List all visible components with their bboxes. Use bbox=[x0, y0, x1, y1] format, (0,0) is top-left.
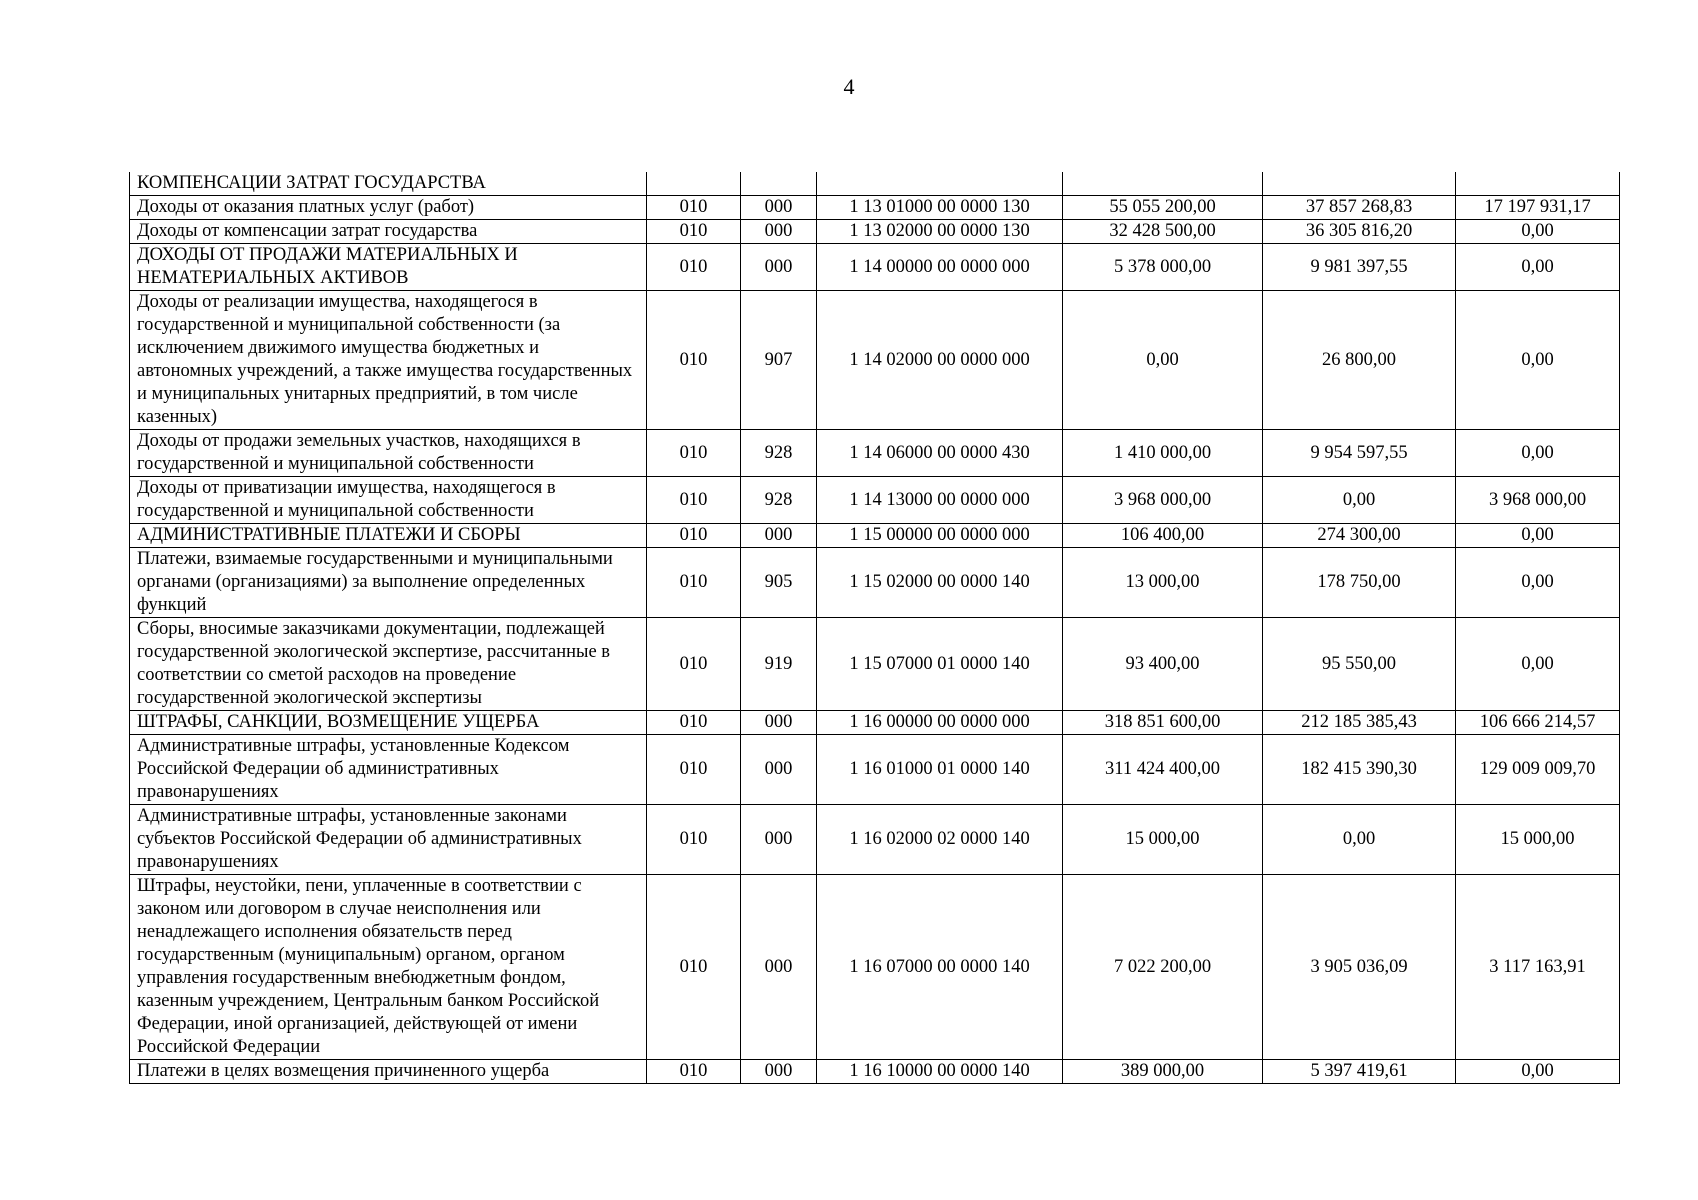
row-name-cell bbox=[130, 735, 647, 805]
executed-amount-cell: 0,00 bbox=[1263, 805, 1456, 875]
remaining-amount-cell bbox=[1456, 172, 1620, 196]
budget-classification-code-cell: 1 15 02000 00 0000 140 bbox=[817, 548, 1063, 618]
table-row bbox=[130, 548, 1620, 618]
planned-amount-cell: 0,00 bbox=[1063, 291, 1263, 430]
budget-classification-code-cell: 1 15 07000 01 0000 140 bbox=[817, 618, 1063, 711]
executed-amount-cell: 9 954 597,55 bbox=[1263, 430, 1456, 477]
remaining-amount-cell: 0,00 bbox=[1456, 618, 1620, 711]
table-row bbox=[130, 196, 1620, 220]
section-code-cell: 010 bbox=[647, 805, 741, 875]
row-name-text: Доходы от приватизации имущества, находящегося в государственной и муниципальной собственности bbox=[137, 478, 556, 521]
remaining-amount-cell: 0,00 bbox=[1456, 220, 1620, 244]
budget-classification-code-cell: 1 16 02000 02 0000 140 bbox=[817, 805, 1063, 875]
table-row bbox=[130, 172, 1620, 196]
remaining-amount-cell: 129 009 009,70 bbox=[1456, 735, 1620, 805]
admin-code-cell: 000 bbox=[741, 805, 817, 875]
table-row bbox=[130, 805, 1620, 875]
row-name-cell bbox=[130, 172, 647, 196]
admin-code-cell bbox=[741, 172, 817, 196]
admin-code-cell: 919 bbox=[741, 618, 817, 711]
row-name-cell bbox=[130, 220, 647, 244]
remaining-amount-cell: 0,00 bbox=[1456, 548, 1620, 618]
budget-classification-code-cell: 1 13 02000 00 0000 130 bbox=[817, 220, 1063, 244]
row-name-text: ДОХОДЫ ОТ ПРОДАЖИ МАТЕРИАЛЬНЫХ И НЕМАТЕРИАЛЬНЫХ АКТИВОВ bbox=[137, 245, 518, 288]
row-name-text: Доходы от продажи земельных участков, находящихся в государственной и муниципальной собственности bbox=[137, 431, 581, 474]
section-code-cell: 010 bbox=[647, 196, 741, 220]
table-body bbox=[130, 172, 1620, 1084]
row-name-cell bbox=[130, 805, 647, 875]
budget-classification-code-cell: 1 16 01000 01 0000 140 bbox=[817, 735, 1063, 805]
budget-classification-code-cell: 1 14 02000 00 0000 000 bbox=[817, 291, 1063, 430]
row-name-text: Доходы от компенсации затрат государства bbox=[137, 221, 478, 241]
executed-amount-cell: 274 300,00 bbox=[1263, 524, 1456, 548]
executed-amount-cell bbox=[1263, 172, 1456, 196]
section-code-cell: 010 bbox=[647, 875, 741, 1060]
row-name-cell bbox=[130, 244, 647, 291]
remaining-amount-cell: 106 666 214,57 bbox=[1456, 711, 1620, 735]
planned-amount-cell: 32 428 500,00 bbox=[1063, 220, 1263, 244]
budget-classification-code-cell: 1 16 07000 00 0000 140 bbox=[817, 875, 1063, 1060]
table-row bbox=[130, 618, 1620, 711]
admin-code-cell: 000 bbox=[741, 735, 817, 805]
budget-classification-code-cell bbox=[817, 172, 1063, 196]
planned-amount-cell: 318 851 600,00 bbox=[1063, 711, 1263, 735]
section-code-cell: 010 bbox=[647, 711, 741, 735]
row-name-text: Доходы от оказания платных услуг (работ) bbox=[137, 197, 475, 217]
row-name-text: Доходы от реализации имущества, находящегося в государственной и муниципальной собственности (за исключением движимого имущества бюджетных и автономных учреждений, а также имущества государственных и муниципальных унитарных предприятий, в том числе казенных) bbox=[137, 292, 633, 427]
budget-classification-code-cell: 1 16 00000 00 0000 000 bbox=[817, 711, 1063, 735]
table-row bbox=[130, 291, 1620, 430]
planned-amount-cell: 93 400,00 bbox=[1063, 618, 1263, 711]
remaining-amount-cell: 3 968 000,00 bbox=[1456, 477, 1620, 524]
executed-amount-cell: 3 905 036,09 bbox=[1263, 875, 1456, 1060]
remaining-amount-cell: 0,00 bbox=[1456, 1060, 1620, 1084]
planned-amount-cell: 1 410 000,00 bbox=[1063, 430, 1263, 477]
remaining-amount-cell: 17 197 931,17 bbox=[1456, 196, 1620, 220]
executed-amount-cell: 5 397 419,61 bbox=[1263, 1060, 1456, 1084]
planned-amount-cell: 106 400,00 bbox=[1063, 524, 1263, 548]
budget-classification-code-cell: 1 13 01000 00 0000 130 bbox=[817, 196, 1063, 220]
row-name-text: Административные штрафы, установленные законами субъектов Российской Федерации об административных правонарушениях bbox=[137, 806, 582, 872]
section-code-cell: 010 bbox=[647, 548, 741, 618]
row-name-cell bbox=[130, 548, 647, 618]
row-name-text: Платежи, взимаемые государственными и муниципальными органами (организациями) за выполнение определенных функций bbox=[137, 549, 613, 615]
table-row bbox=[130, 524, 1620, 548]
row-name-text: КОМПЕНСАЦИИ ЗАТРАТ ГОСУДАРСТВА bbox=[137, 173, 486, 193]
section-code-cell: 010 bbox=[647, 524, 741, 548]
section-code-cell: 010 bbox=[647, 291, 741, 430]
budget-classification-code-cell: 1 14 00000 00 0000 000 bbox=[817, 244, 1063, 291]
row-name-cell bbox=[130, 196, 647, 220]
admin-code-cell: 000 bbox=[741, 524, 817, 548]
planned-amount-cell: 311 424 400,00 bbox=[1063, 735, 1263, 805]
budget-classification-code-cell: 1 15 00000 00 0000 000 bbox=[817, 524, 1063, 548]
section-code-cell: 010 bbox=[647, 618, 741, 711]
remaining-amount-cell: 15 000,00 bbox=[1456, 805, 1620, 875]
row-name-text: Платежи в целях возмещения причиненного ущерба bbox=[137, 1061, 550, 1081]
planned-amount-cell: 3 968 000,00 bbox=[1063, 477, 1263, 524]
row-name-cell bbox=[130, 618, 647, 711]
row-name-cell bbox=[130, 477, 647, 524]
section-code-cell: 010 bbox=[647, 477, 741, 524]
section-code-cell: 010 bbox=[647, 1060, 741, 1084]
admin-code-cell: 928 bbox=[741, 430, 817, 477]
page-number: 4 bbox=[843, 74, 855, 99]
executed-amount-cell: 182 415 390,30 bbox=[1263, 735, 1456, 805]
remaining-amount-cell: 0,00 bbox=[1456, 244, 1620, 291]
admin-code-cell: 000 bbox=[741, 711, 817, 735]
table-row bbox=[130, 244, 1620, 291]
planned-amount-cell: 15 000,00 bbox=[1063, 805, 1263, 875]
admin-code-cell: 907 bbox=[741, 291, 817, 430]
planned-amount-cell: 7 022 200,00 bbox=[1063, 875, 1263, 1060]
budget-classification-code-cell: 1 16 10000 00 0000 140 bbox=[817, 1060, 1063, 1084]
row-name-text: Сборы, вносимые заказчиками документации, подлежащей государственной экологической экспертизе, рассчитанные в соответствии со сметой расходов на проведение государственной экологической экспертизы bbox=[137, 619, 611, 708]
revenue-table bbox=[129, 172, 1620, 1084]
executed-amount-cell: 36 305 816,20 bbox=[1263, 220, 1456, 244]
row-name-text: АДМИНИСТРАТИВНЫЕ ПЛАТЕЖИ И СБОРЫ bbox=[137, 525, 521, 545]
planned-amount-cell: 13 000,00 bbox=[1063, 548, 1263, 618]
executed-amount-cell: 95 550,00 bbox=[1263, 618, 1456, 711]
section-code-cell: 010 bbox=[647, 735, 741, 805]
budget-classification-code-cell: 1 14 13000 00 0000 000 bbox=[817, 477, 1063, 524]
table-row bbox=[130, 735, 1620, 805]
admin-code-cell: 000 bbox=[741, 196, 817, 220]
planned-amount-cell bbox=[1063, 172, 1263, 196]
remaining-amount-cell: 0,00 bbox=[1456, 291, 1620, 430]
admin-code-cell: 000 bbox=[741, 875, 817, 1060]
row-name-cell bbox=[130, 875, 647, 1060]
remaining-amount-cell: 3 117 163,91 bbox=[1456, 875, 1620, 1060]
table-row bbox=[130, 1060, 1620, 1084]
row-name-cell bbox=[130, 291, 647, 430]
admin-code-cell: 905 bbox=[741, 548, 817, 618]
section-code-cell: 010 bbox=[647, 244, 741, 291]
remaining-amount-cell: 0,00 bbox=[1456, 524, 1620, 548]
budget-classification-code-cell: 1 14 06000 00 0000 430 bbox=[817, 430, 1063, 477]
admin-code-cell: 928 bbox=[741, 477, 817, 524]
row-name-cell bbox=[130, 711, 647, 735]
table-row bbox=[130, 875, 1620, 1060]
planned-amount-cell: 389 000,00 bbox=[1063, 1060, 1263, 1084]
executed-amount-cell: 37 857 268,83 bbox=[1263, 196, 1456, 220]
admin-code-cell: 000 bbox=[741, 220, 817, 244]
executed-amount-cell: 212 185 385,43 bbox=[1263, 711, 1456, 735]
row-name-text: Штрафы, неустойки, пени, уплаченные в соответствии с законом или договором в случае неисполнения или ненадлежащего исполнения обязательств перед государственным (муниципальным) органом, органом управления государственным внебюджетным фондом, казенным учреждением, Центральным банком Российской Федерации, иной организацией, действующей от имени Российской Федерации bbox=[137, 876, 600, 1057]
executed-amount-cell: 0,00 bbox=[1263, 477, 1456, 524]
row-name-text: Административные штрафы, установленные Кодексом Российской Федерации об административных правонарушениях bbox=[137, 736, 570, 802]
section-code-cell: 010 bbox=[647, 430, 741, 477]
remaining-amount-cell: 0,00 bbox=[1456, 430, 1620, 477]
table-row bbox=[130, 477, 1620, 524]
row-name-cell bbox=[130, 1060, 647, 1084]
executed-amount-cell: 178 750,00 bbox=[1263, 548, 1456, 618]
section-code-cell: 010 bbox=[647, 220, 741, 244]
admin-code-cell: 000 bbox=[741, 1060, 817, 1084]
planned-amount-cell: 5 378 000,00 bbox=[1063, 244, 1263, 291]
admin-code-cell: 000 bbox=[741, 244, 817, 291]
executed-amount-cell: 9 981 397,55 bbox=[1263, 244, 1456, 291]
row-name-cell bbox=[130, 524, 647, 548]
planned-amount-cell: 55 055 200,00 bbox=[1063, 196, 1263, 220]
row-name-text: ШТРАФЫ, САНКЦИИ, ВОЗМЕЩЕНИЕ УЩЕРБА bbox=[137, 712, 540, 732]
table-row bbox=[130, 711, 1620, 735]
executed-amount-cell: 26 800,00 bbox=[1263, 291, 1456, 430]
table-row bbox=[130, 430, 1620, 477]
row-name-cell bbox=[130, 430, 647, 477]
section-code-cell bbox=[647, 172, 741, 196]
table-row bbox=[130, 220, 1620, 244]
